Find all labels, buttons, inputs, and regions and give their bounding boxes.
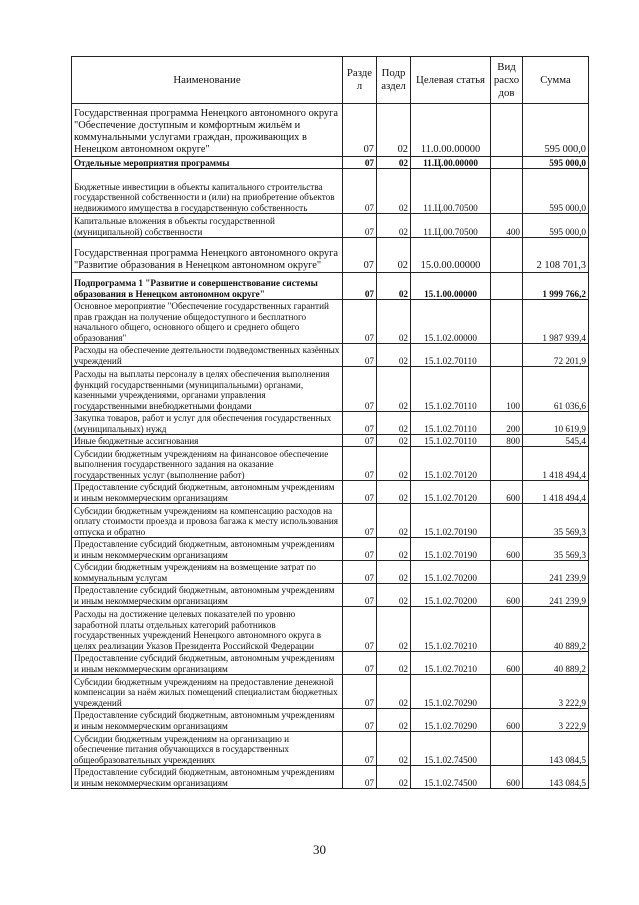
row-kind (491, 732, 523, 766)
row-target: 15.1.02.00000 (411, 300, 491, 344)
row-subsection: 02 (377, 766, 411, 789)
row-section: 07 (343, 607, 377, 652)
table-row (72, 412, 589, 435)
row-name: Иные бюджетные ассигнования (72, 435, 343, 447)
row-target: 15.1.00.00000 (411, 273, 491, 300)
row-name: Предоставление субсидий бюджетным, автономным учреждениям и иным некоммерческим организациям (72, 766, 343, 789)
table-header-row (72, 57, 589, 104)
row-section: 07 (343, 584, 377, 607)
row-kind (491, 169, 523, 214)
row-name: Субсидии бюджетным учреждениям на возмещение затрат по коммунальным услугам (72, 561, 343, 584)
row-section: 07 (343, 367, 377, 412)
row-target: 11.Ц.00.70500 (411, 214, 491, 238)
row-kind (491, 273, 523, 300)
row-name: Государственная программа Ненецкого автономного округа "Развитие образования в Ненецком автономном округе" (72, 238, 343, 273)
row-target: 15.1.02.70190 (411, 538, 491, 561)
row-sum: 143 084,5 (523, 732, 589, 766)
row-section: 07 (343, 481, 377, 504)
row-kind (491, 607, 523, 652)
table-row (72, 504, 589, 538)
row-section: 07 (343, 447, 377, 481)
row-name: Предоставление субсидий бюджетным, автономным учреждениям и иным некоммерческим организациям (72, 709, 343, 732)
row-kind: 600 (491, 652, 523, 675)
row-target: 11.Ц.00.70500 (411, 169, 491, 214)
table-row (72, 766, 589, 789)
row-sum: 595 000,0 (523, 214, 589, 238)
row-target: 15.1.02.70110 (411, 412, 491, 435)
row-name: Субсидии бюджетным учреждениям на финансовое обеспечение выполнения государственного задания на оказание государственных услуг (выполнение работ) (72, 447, 343, 481)
row-kind (491, 104, 523, 157)
row-section: 07 (343, 766, 377, 789)
row-kind (491, 300, 523, 344)
row-name: Капитальные вложения в объекты государственной (муниципальной) собственности (72, 214, 343, 238)
row-section: 07 (343, 652, 377, 675)
row-name: Государственная программа Ненецкого автономного округа "Обеспечение доступным и комфортным жильём и коммунальными услугами граждан, проживающих в Ненецком автономном округе" (72, 104, 343, 157)
row-section: 07 (343, 157, 377, 169)
table-row (72, 367, 589, 412)
row-sum: 143 084,5 (523, 766, 589, 789)
row-sum: 241 239,9 (523, 584, 589, 607)
row-target: 15.1.02.70190 (411, 504, 491, 538)
row-kind: 600 (491, 766, 523, 789)
row-target: 15.1.02.70110 (411, 344, 491, 367)
row-section: 07 (343, 412, 377, 435)
row-kind: 200 (491, 412, 523, 435)
row-sum: 3 222,9 (523, 675, 589, 709)
page-number: 30 (313, 842, 326, 857)
row-subsection: 02 (377, 214, 411, 238)
row-sum: 3 222,9 (523, 709, 589, 732)
row-target: 15.0.00.00000 (411, 238, 491, 273)
row-target: 15.1.02.70110 (411, 435, 491, 447)
row-target: 11.0.00.00000 (411, 104, 491, 157)
row-subsection: 02 (377, 607, 411, 652)
table-row (72, 538, 589, 561)
row-sum: 1 418 494,4 (523, 481, 589, 504)
row-name: Предоставление субсидий бюджетным, автономным учреждениям и иным некоммерческим организациям (72, 481, 343, 504)
header-subsection: Подр аздел (377, 57, 411, 104)
table-row (72, 435, 589, 447)
table-row (72, 481, 589, 504)
row-sum: 1 987 939,4 (523, 300, 589, 344)
row-sum: 35 569,3 (523, 538, 589, 561)
row-name: Основное мероприятие "Обеспечение государственных гарантий прав граждан на получение общедоступного и бесплатного начального общего, основного общего и среднего общего образования" (72, 300, 343, 344)
row-subsection: 02 (377, 504, 411, 538)
row-section: 07 (343, 538, 377, 561)
row-kind: 400 (491, 214, 523, 238)
row-name: Отдельные мероприятия программы (72, 157, 343, 169)
table-row (72, 652, 589, 675)
row-sum: 72 201,9 (523, 344, 589, 367)
row-subsection: 02 (377, 538, 411, 561)
budget-table (71, 56, 589, 789)
row-target: 15.1.02.70110 (411, 367, 491, 412)
row-section: 07 (343, 214, 377, 238)
row-subsection: 02 (377, 104, 411, 157)
row-sum: 241 239,9 (523, 561, 589, 584)
row-sum: 10 619,9 (523, 412, 589, 435)
row-kind (491, 447, 523, 481)
table-row (72, 675, 589, 709)
row-sum: 595 000,0 (523, 169, 589, 214)
row-section: 07 (343, 709, 377, 732)
row-sum: 1 418 494,4 (523, 447, 589, 481)
row-subsection: 02 (377, 344, 411, 367)
row-section: 07 (343, 561, 377, 584)
table-row (72, 344, 589, 367)
row-target: 15.1.02.70290 (411, 709, 491, 732)
row-kind (491, 504, 523, 538)
row-sum: 61 036,6 (523, 367, 589, 412)
row-target: 15.1.02.70290 (411, 675, 491, 709)
row-section: 07 (343, 273, 377, 300)
row-kind (491, 238, 523, 273)
row-section: 07 (343, 732, 377, 766)
row-subsection: 02 (377, 709, 411, 732)
row-name: Закупка товаров, работ и услуг для обеспечения государственных (муниципальных) нужд (72, 412, 343, 435)
row-kind: 600 (491, 709, 523, 732)
row-kind: 100 (491, 367, 523, 412)
table-row (72, 273, 589, 300)
row-subsection: 02 (377, 300, 411, 344)
header-kind: Вид расхо дов (491, 57, 523, 104)
row-subsection: 02 (377, 675, 411, 709)
table-row (72, 104, 589, 157)
row-target: 15.1.02.74500 (411, 766, 491, 789)
row-sum: 545,4 (523, 435, 589, 447)
row-sum: 1 999 766,2 (523, 273, 589, 300)
row-subsection: 02 (377, 367, 411, 412)
row-subsection: 02 (377, 169, 411, 214)
row-subsection: 02 (377, 561, 411, 584)
header-sum: Сумма (523, 57, 589, 104)
row-subsection: 02 (377, 732, 411, 766)
row-target: 15.1.02.74500 (411, 732, 491, 766)
table-row (72, 709, 589, 732)
table-row (72, 447, 589, 481)
row-name: Расходы на выплаты персоналу в целях обеспечения выполнения функций государственными (муниципальными) органами, казенными учреждениями, органами управления государственными внебюджетными фондами (72, 367, 343, 412)
row-section: 07 (343, 344, 377, 367)
row-subsection: 02 (377, 157, 411, 169)
table-row (72, 238, 589, 273)
row-name: Субсидии бюджетным учреждениям на организацию и обеспечение питания обучающихся в государственных общеобразовательных учреждениях (72, 732, 343, 766)
row-section: 07 (343, 238, 377, 273)
row-sum: 35 569,3 (523, 504, 589, 538)
table-row (72, 561, 589, 584)
table-row (72, 169, 589, 214)
row-subsection: 02 (377, 435, 411, 447)
row-name: Предоставление субсидий бюджетным, автономным учреждениям и иным некоммерческим организациям (72, 652, 343, 675)
row-kind: 800 (491, 435, 523, 447)
row-kind: 600 (491, 538, 523, 561)
row-name: Субсидии бюджетным учреждениям на компенсацию расходов на оплату стоимости проезда и провоза багажа к месту использования отпуска и обратно (72, 504, 343, 538)
row-section: 07 (343, 435, 377, 447)
table-row (72, 732, 589, 766)
row-sum: 595 000,0 (523, 104, 589, 157)
row-target: 15.1.02.70200 (411, 584, 491, 607)
table-row (72, 584, 589, 607)
row-target: 15.1.02.70200 (411, 561, 491, 584)
row-name: Расходы на достижение целевых показателей по уровню заработной платы отдельных категорий работников государственных учреждений Ненецкого автономного округа в целях реализации Указов Президента Российской Федерации (72, 607, 343, 652)
row-sum: 595 000,0 (523, 157, 589, 169)
row-target: 15.1.02.70120 (411, 447, 491, 481)
row-section: 07 (343, 104, 377, 157)
header-target: Целевая статья (411, 57, 491, 104)
row-section: 07 (343, 675, 377, 709)
row-kind: 600 (491, 584, 523, 607)
row-target: 15.1.02.70210 (411, 652, 491, 675)
table-row (72, 607, 589, 652)
row-section: 07 (343, 504, 377, 538)
row-name: Предоставление субсидий бюджетным, автономным учреждениям и иным некоммерческим организациям (72, 584, 343, 607)
row-subsection: 02 (377, 273, 411, 300)
row-sum: 40 889,2 (523, 652, 589, 675)
row-kind (491, 561, 523, 584)
row-name: Предоставление субсидий бюджетным, автономным учреждениям и иным некоммерческим организациям (72, 538, 343, 561)
row-name: Подпрограмма 1 "Развитие и совершенствование системы образования в Ненецком автономном округе" (72, 273, 343, 300)
row-subsection: 02 (377, 412, 411, 435)
row-section: 07 (343, 300, 377, 344)
row-kind (491, 675, 523, 709)
header-name: Наименование (72, 57, 343, 104)
table-row (72, 157, 589, 169)
row-subsection: 02 (377, 238, 411, 273)
row-target: 15.1.02.70210 (411, 607, 491, 652)
header-section: Разде л (343, 57, 377, 104)
row-name: Бюджетные инвестиции в объекты капитального строительства государственной собственности и (или) на приобретение объектов недвижимого имущества в государственную собственность (72, 169, 343, 214)
row-target: 15.1.02.70120 (411, 481, 491, 504)
row-subsection: 02 (377, 652, 411, 675)
row-subsection: 02 (377, 481, 411, 504)
row-sum: 40 889,2 (523, 607, 589, 652)
row-kind (491, 344, 523, 367)
row-kind (491, 157, 523, 169)
table-row (72, 300, 589, 344)
row-subsection: 02 (377, 584, 411, 607)
row-section: 07 (343, 169, 377, 214)
row-target: 11.Ц.00.00000 (411, 157, 491, 169)
row-subsection: 02 (377, 447, 411, 481)
row-name: Субсидии бюджетным учреждениям на предоставление денежной компенсации за наём жилых помещений специалистам бюджетных учреждений (72, 675, 343, 709)
table-row (72, 214, 589, 238)
row-sum: 2 108 701,3 (523, 238, 589, 273)
row-kind: 600 (491, 481, 523, 504)
row-name: Расходы на обеспечение деятельности подведомственных казённых учреждений (72, 344, 343, 367)
